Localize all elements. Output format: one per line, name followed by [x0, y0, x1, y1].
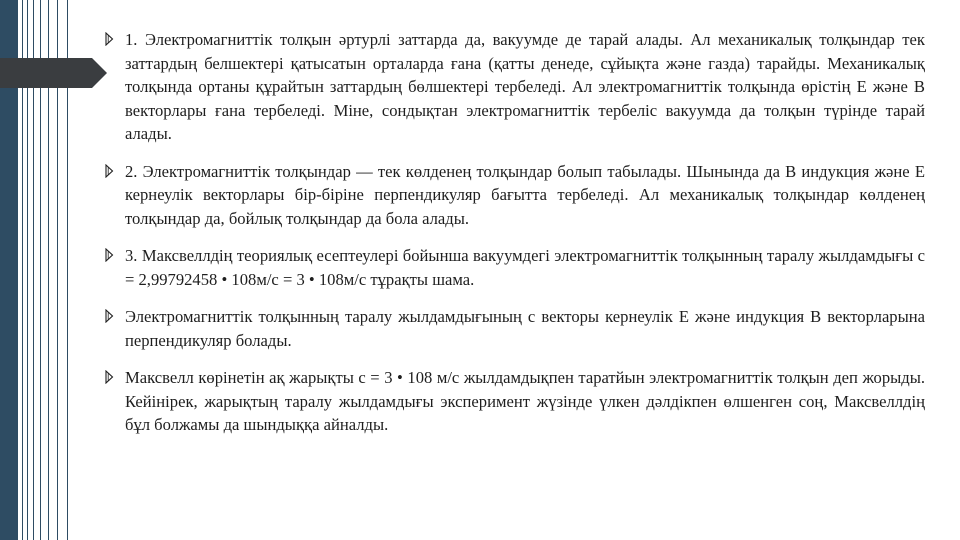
bullet-paragraph — [105, 305, 925, 352]
paragraph-text: 3. Максвеллдің теориялық есептеулері бойынша вакуумдегі электромагниттік толқынның таралу жылдамдығы с = 2,99792458 • 108м/с = 3 • 108м/с тұрақты шама. — [125, 246, 925, 289]
bullet-paragraph — [105, 160, 925, 231]
bullet-paragraph — [105, 28, 925, 146]
paragraph-text: Максвелл көрінетін ақ жарықты с = 3 • 108 м/с жылдамдықпен таратйын электромагниттік толқын деп жорыды. Кейінірек, жарықтың таралу жылдамдығы эксперимент жүзінде үлкен дәлдікпен өлшенген соң, Максвеллдің бұл болжамы да шындыққа айналды. — [125, 368, 925, 434]
slide-body — [105, 28, 925, 451]
paragraph-text: Электромагниттік толқынның таралу жылдамдығының с векторы кернеулік Е және индукция В векторларына перпендикуляр болады. — [125, 307, 925, 350]
bullet-paragraph — [105, 366, 925, 437]
outlined-arrow-bullet-icon — [105, 248, 114, 262]
title-accent-tab — [0, 58, 92, 88]
paragraph-text: 1. Электромагниттік толқын әртурлі заттарда да, вакуумде де тарай алады. Ал механикалық толқындар тек заттардың белшектері қатысатын орталарда ғана (қатты денеде, сұйықта және газда) тарайды. Механикалық толқында ортаны құрайтын заттардың бөлшектері тербеледі. Ал электромагниттік толқында өрістің Е және В векторлары ғана тербеледі. Міне, сондықтан электромагниттік тербеліс вакуумда да толқын түрінде тарай алады. — [125, 30, 925, 143]
outlined-arrow-bullet-icon — [105, 32, 114, 46]
bullet-paragraph — [105, 244, 925, 291]
outlined-arrow-bullet-icon — [105, 164, 114, 178]
paragraph-text: 2. Электромагниттік толқындар — тек көлденең толқындар болып табылады. Шынында да В индукция және Е кернеулік векторлары бір-біріне перпендикуляр бағытта тербеледі. Ал механикалық толқындар көлденең толқындар да, бойлық толқындар да бола алады. — [125, 161, 925, 228]
outlined-arrow-bullet-icon — [105, 370, 114, 384]
outlined-arrow-bullet-icon — [105, 309, 114, 323]
